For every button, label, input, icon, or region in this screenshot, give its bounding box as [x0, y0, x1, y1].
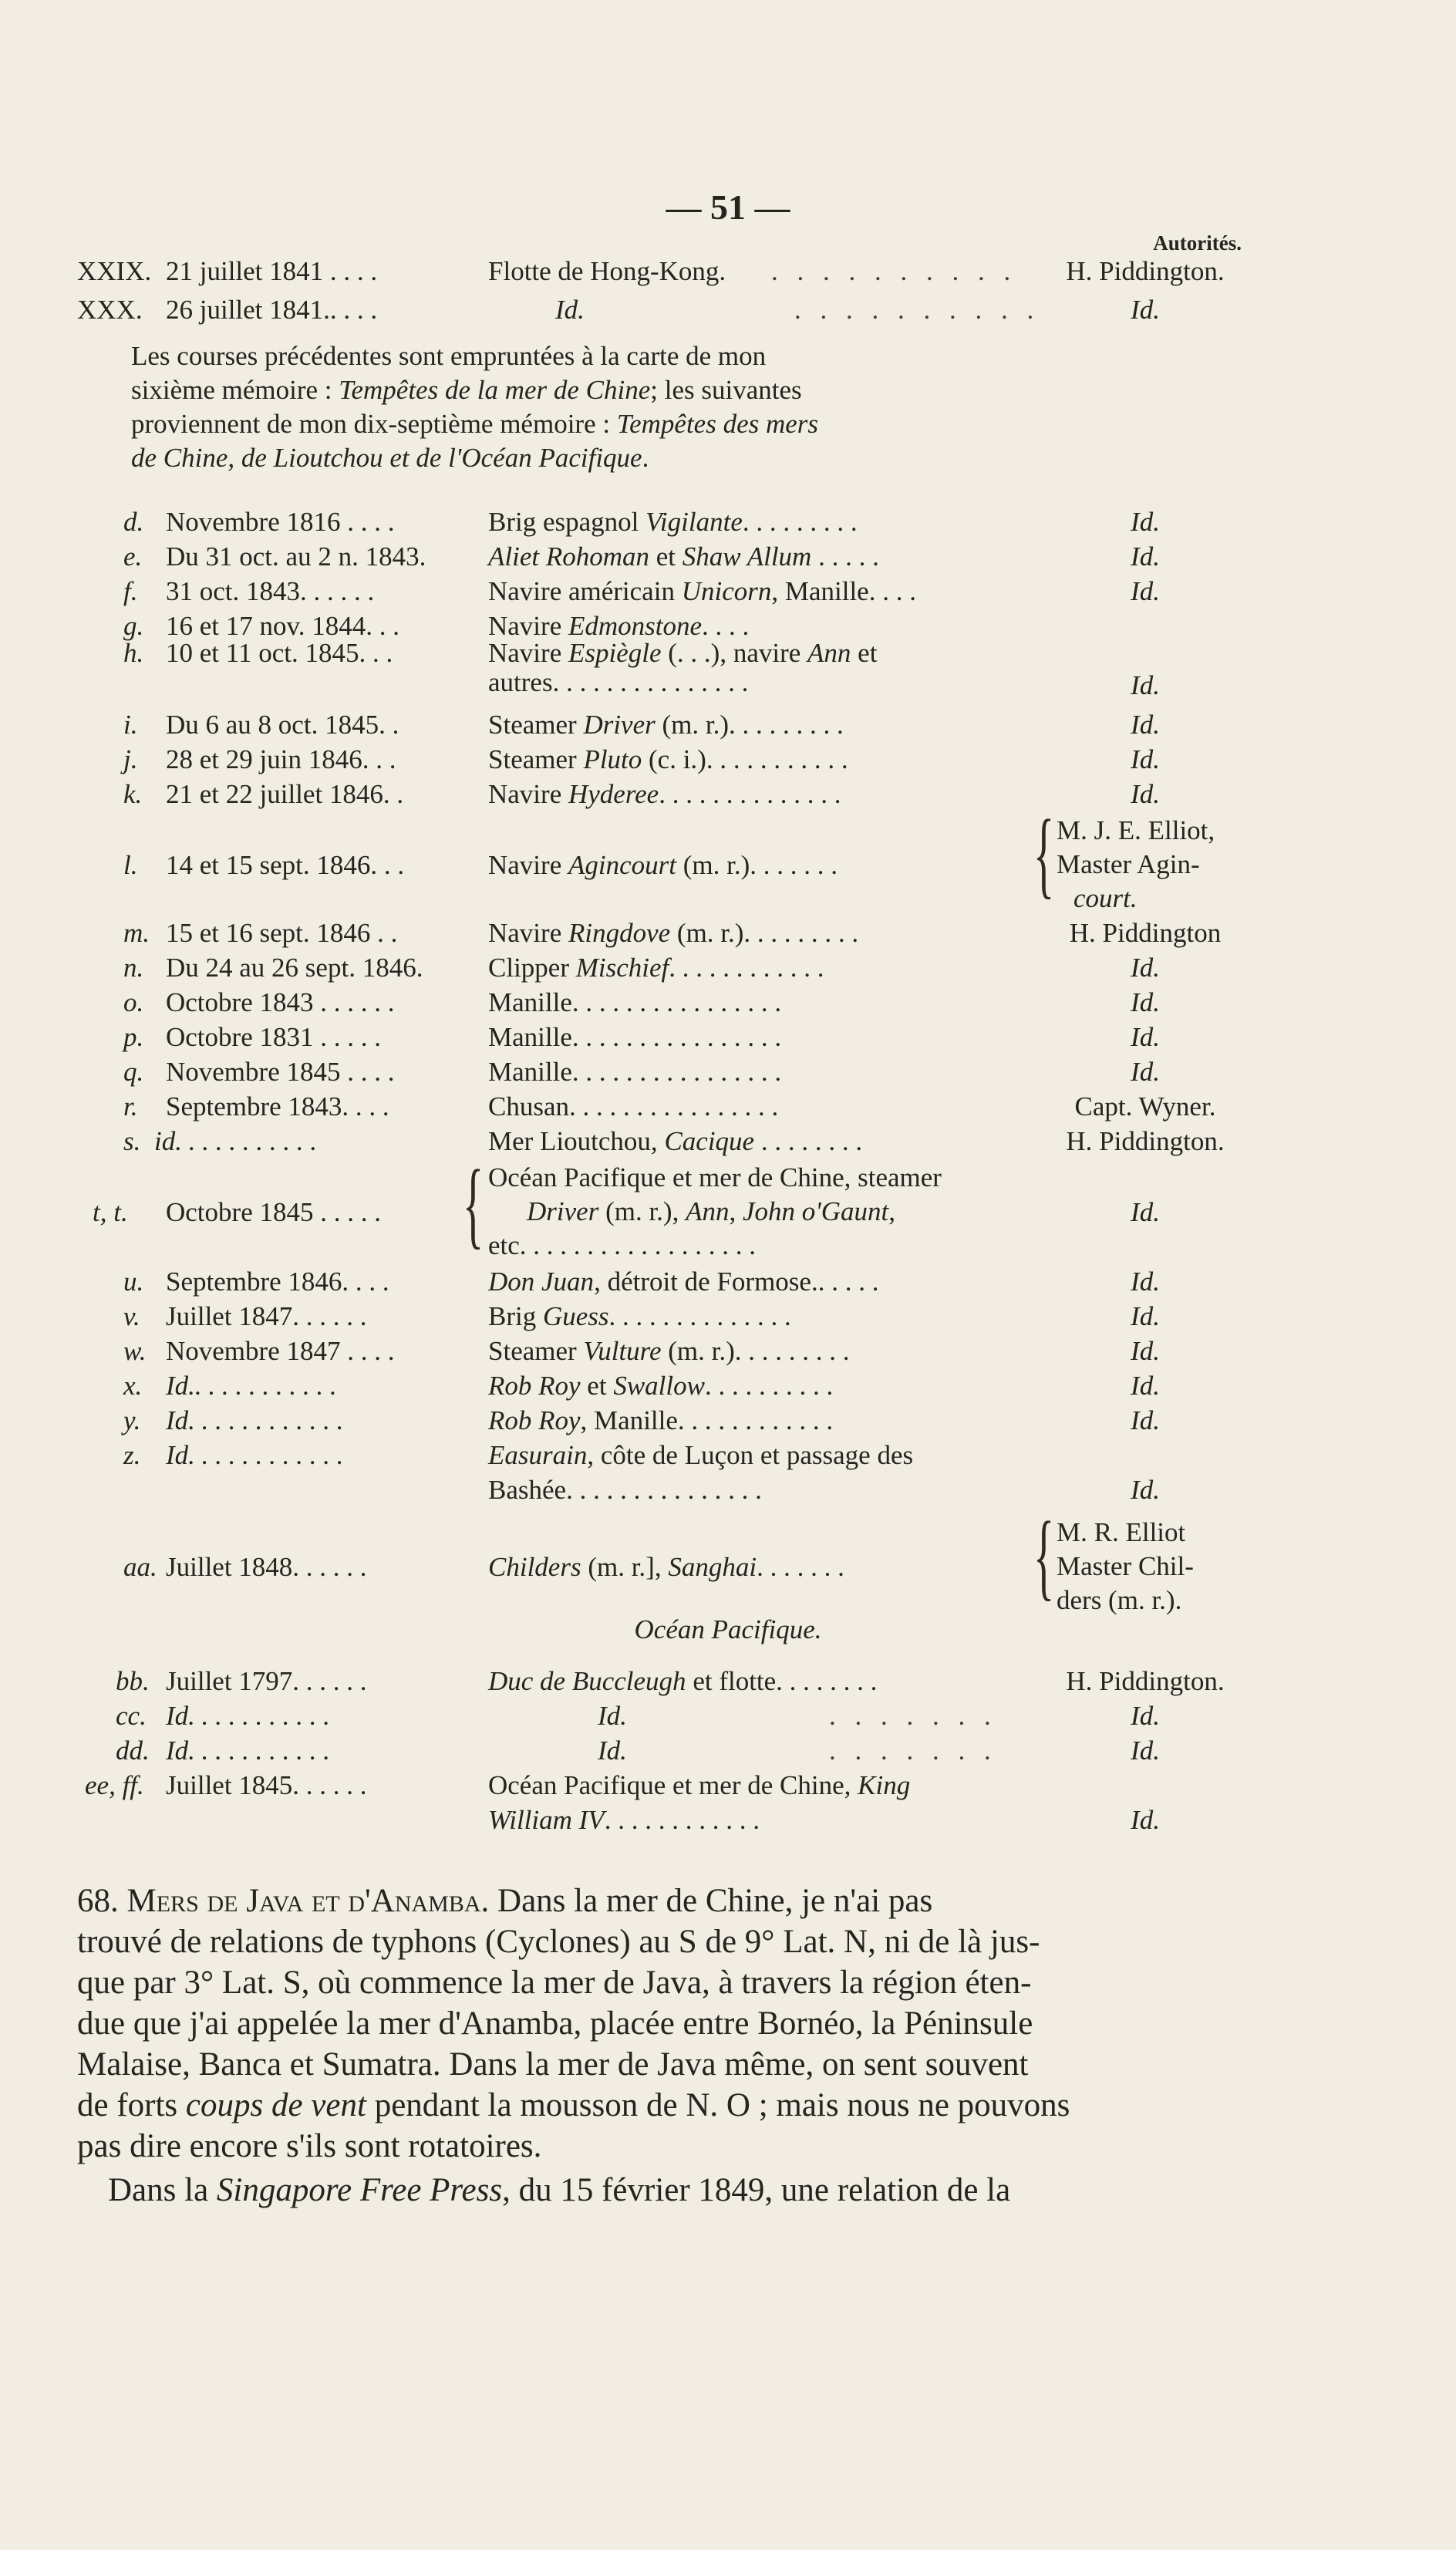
section-number: 68.	[77, 1883, 119, 1919]
entry-date: 21 et 22 juillet 1846. .	[166, 779, 404, 809]
entry-authority: Id.	[1131, 987, 1160, 1017]
entry-date: Octobre 1845 . . . . .	[166, 1197, 381, 1227]
entry-date: Id.. . . . . . . . . . .	[166, 1371, 337, 1401]
entry-key: g.	[123, 611, 144, 641]
entry-key: aa.	[123, 1552, 157, 1582]
entry-key: l.	[123, 850, 138, 880]
entry-key: t, t.	[93, 1197, 128, 1227]
entry-date: Id. . . . . . . . . . .	[166, 1735, 330, 1766]
entry-desc: Manille. . . . . . . . . . . . . . . .	[488, 987, 782, 1017]
entry-date: Id. . . . . . . . . . .	[166, 1701, 330, 1731]
entry-key: v.	[123, 1301, 140, 1331]
intro-line: Les courses précédentes sont empruntées à la carte de mon	[131, 341, 767, 371]
intro-paragraph	[131, 339, 1195, 475]
intro-line: de Chine, de Lioutchou et de l'Océan Pacifique.	[131, 443, 649, 473]
body-line: de forts coups de vent pendant la mousson de N. O ; mais nous ne pouvons	[77, 2087, 1070, 2123]
entry-key: ee, ff.	[85, 1770, 144, 1800]
entry-authority: Id.	[1131, 1405, 1160, 1435]
entry-date: Id. . . . . . . . . . . .	[166, 1405, 344, 1435]
entry-authority: Id.	[1131, 1805, 1160, 1835]
entry-desc: Childers (m. r.], Sanghai. . . . . . .	[488, 1552, 844, 1582]
entry-key: o.	[123, 987, 144, 1017]
entry-authority: Id.	[1131, 1267, 1160, 1297]
entry-date: Juillet 1847. . . . . .	[166, 1301, 367, 1331]
entry-date: Septembre 1843. . . .	[166, 1091, 389, 1122]
body-paragraph	[77, 1880, 1257, 2211]
entry-authority: Id.	[1131, 670, 1160, 700]
entry-authority: Id.	[1131, 1022, 1160, 1052]
entry-desc: Mer Lioutchou, Cacique . . . . . . . .	[488, 1126, 863, 1156]
entry-desc: Navire Agincourt (m. r.). . . . . . .	[488, 850, 838, 880]
entry-desc-cont: autres. . . . . . . . . . . . . . .	[488, 667, 749, 697]
body-line: due que j'ai appelée la mer d'Anamba, placée entre Bornéo, la Péninsule	[77, 2005, 1033, 2042]
entry-authority: Id.	[1131, 1371, 1160, 1401]
entry-desc: Brig Guess. . . . . . . . . . . . . .	[488, 1301, 791, 1331]
entry-key: p.	[123, 1022, 144, 1052]
entry-date: Id. . . . . . . . . . . .	[166, 1440, 344, 1470]
entry-date: Novembre 1816 . . . .	[166, 507, 395, 537]
entry-key: n.	[123, 953, 144, 983]
entry-authority: Id.	[1131, 576, 1160, 606]
entry-desc: Navire Hyderee. . . . . . . . . . . . . .	[488, 779, 841, 809]
entry-desc: Navire Edmonstone. . . .	[488, 611, 750, 641]
intro-line: sixième mémoire : Tempêtes de la mer de Chine; les suivantes	[131, 375, 802, 405]
entry-date: id. . . . . . . . . . .	[154, 1126, 317, 1156]
entry-desc: Navire américain Unicorn, Manille. . . .	[488, 576, 916, 606]
entry-date: 28 et 29 juin 1846. . .	[166, 744, 396, 774]
entry-desc: Océan Pacifique et mer de Chine, King	[488, 1770, 911, 1800]
entry-date: 15 et 16 sept. 1846 . .	[166, 918, 398, 948]
entry-date: 31 oct. 1843. . . . . .	[166, 576, 375, 606]
entry-desc: Rob Roy, Manille. . . . . . . . . . . .	[488, 1405, 834, 1435]
entry-date: 10 et 11 oct. 1845. . .	[166, 638, 393, 668]
entry-key: w.	[123, 1336, 147, 1366]
entry-desc: Manille. . . . . . . . . . . . . . . .	[488, 1022, 782, 1052]
body-line: 68. Mers de Java et d'Anamba. Dans la mer de Chine, je n'ai pas	[77, 1883, 933, 1919]
entry-authority: Id.	[1131, 541, 1160, 572]
entry-desc-cont: William IV. . . . . . . . . . . .	[488, 1805, 760, 1835]
body-line: pas dire encore s'ils sont rotatoires.	[77, 2128, 542, 2164]
entry-key: h.	[123, 638, 144, 668]
entry-key: j.	[123, 744, 138, 774]
entry-authority: H. Piddington	[1069, 918, 1222, 948]
entry-desc: Navire Ringdove (m. r.). . . . . . . . .	[488, 918, 859, 948]
entry-date: Novembre 1847 . . . .	[166, 1336, 395, 1366]
dot-leader: . . . . . . . . . .	[794, 295, 1040, 325]
brace-icon: {	[1033, 801, 1055, 908]
entry-key: s.	[123, 1126, 141, 1156]
entry-authority: H. Piddington.	[1066, 256, 1225, 286]
entry-key: e.	[123, 541, 143, 572]
entry-date: 16 et 17 nov. 1844. . .	[166, 611, 399, 641]
entry-key: m.	[123, 918, 150, 948]
body-line: Dans la Singapore Free Press, du 15 février 1849, une relation de la	[108, 2172, 1011, 2208]
dot-leader: . . . . . . .	[829, 1701, 997, 1731]
entry-key: r.	[123, 1091, 138, 1122]
entry-date: Du 24 au 26 sept. 1846.	[166, 953, 423, 983]
entry-authority: H. Piddington.	[1066, 1666, 1225, 1696]
intro-line: proviennent de mon dix-septième mémoire : Tempêtes des mers	[131, 409, 819, 439]
entry-key: dd.	[116, 1735, 150, 1766]
entry-key: bb.	[116, 1666, 150, 1696]
entry-key: x.	[123, 1371, 143, 1401]
entry-date: Octobre 1843 . . . . . .	[166, 987, 395, 1017]
entry-authority: Id.	[1131, 1475, 1160, 1505]
entry-authority: Id.	[1131, 1197, 1160, 1227]
entry-authority: Id.	[1131, 953, 1160, 983]
entry-date: Du 31 oct. au 2 n. 1843.	[166, 541, 426, 572]
entry-desc: Manille. . . . . . . . . . . . . . . .	[488, 1057, 782, 1087]
entry-date: Juillet 1848. . . . . .	[166, 1552, 367, 1582]
entry-key: y.	[123, 1405, 141, 1435]
entry-desc: Chusan. . . . . . . . . . . . . . . .	[488, 1091, 779, 1122]
entry-authority: Id.	[1131, 295, 1160, 325]
entry-date: Octobre 1831 . . . . .	[166, 1022, 381, 1052]
entry-date: Septembre 1846. . . .	[166, 1267, 389, 1297]
body-line: Malaise, Banca et Sumatra. Dans la mer de Java même, on sent souvent	[77, 2046, 1029, 2083]
entry-desc: Flotte de Hong-Kong.	[488, 256, 726, 286]
page-number: — 51 —	[666, 187, 790, 227]
section-heading: Mers de Java et d'Anamba.	[126, 1883, 490, 1919]
section-title: Océan Pacifique.	[634, 1614, 822, 1644]
entry-key: XXIX.	[77, 256, 152, 286]
entry-desc: Aliet Rohoman et Shaw Allum . . . . .	[488, 541, 879, 572]
entry-desc: Don Juan, détroit de Formose.. . . . .	[488, 1267, 879, 1297]
entry-authority: Id.	[1131, 710, 1160, 740]
entry-authority: M. R. Elliot Master Chil- ders (m. r.).	[1057, 1517, 1194, 1615]
entry-desc-cont: Bashée. . . . . . . . . . . . . . .	[488, 1475, 762, 1505]
entry-date: Du 6 au 8 oct. 1845. .	[166, 710, 399, 740]
entry-authority: H. Piddington.	[1066, 1126, 1225, 1156]
entry-key: d.	[123, 507, 144, 537]
body-line: trouvé de relations de typhons (Cyclones) au S de 9° Lat. N, ni de là jus-	[77, 1924, 1040, 1960]
entry-date: 21 juillet 1841 . . . .	[166, 256, 378, 286]
entry-key: k.	[123, 779, 143, 809]
entry-desc: Steamer Vulture (m. r.). . . . . . . . .	[488, 1336, 850, 1366]
entry-authority: Id.	[1131, 744, 1160, 774]
brace-icon: {	[463, 1151, 484, 1258]
autorites-heading: Autorités.	[1153, 231, 1242, 255]
dot-leader: . . . . . . . . . .	[771, 256, 1017, 286]
entry-authority: Id.	[1131, 779, 1160, 809]
entry-desc: Steamer Pluto (c. i.). . . . . . . . . . .	[488, 744, 848, 774]
entry-desc: Id.	[598, 1735, 627, 1766]
body-line: que par 3° Lat. S, où commence la mer de Java, à travers la région éten-	[77, 1965, 1032, 2001]
entry-authority: Capt. Wyner.	[1074, 1091, 1216, 1122]
entry-desc: Navire Espiègle (. . .), navire Ann et	[488, 638, 878, 668]
entry-authority: Id.	[1131, 1701, 1160, 1731]
entry-date: 14 et 15 sept. 1846. . .	[166, 850, 405, 880]
dot-leader: . . . . . . .	[829, 1735, 997, 1766]
entry-key: i.	[123, 710, 138, 740]
entry-authority: M. J. E. Elliot, Master Agin- court.	[1057, 815, 1215, 913]
entry-key: cc.	[116, 1701, 147, 1731]
entry-authority: Id.	[1131, 1057, 1160, 1087]
entry-key: q.	[123, 1057, 144, 1087]
entry-key: XXX.	[77, 295, 143, 325]
entry-desc: Brig espagnol Vigilante. . . . . . . . .	[488, 507, 858, 537]
entry-desc: Océan Pacifique et mer de Chine, steamer Driver (m. r.), Ann, John o'Gaunt, etc. . . . . . . . . . . . . . . . . .	[488, 1162, 942, 1260]
entry-date: Novembre 1845 . . . .	[166, 1057, 395, 1087]
entry-desc: Id.	[598, 1701, 627, 1731]
entry-authority: Id.	[1131, 1301, 1160, 1331]
entry-desc: Rob Roy et Swallow. . . . . . . . . .	[488, 1371, 834, 1401]
entry-key: z.	[123, 1440, 141, 1470]
entry-date: Juillet 1797. . . . . .	[166, 1666, 367, 1696]
entry-authority: Id.	[1131, 1336, 1160, 1366]
entry-desc: Duc de Buccleugh et flotte. . . . . . . .	[488, 1666, 878, 1696]
entry-desc: Clipper Mischief. . . . . . . . . . . .	[488, 953, 824, 983]
entry-key: f.	[123, 576, 138, 606]
entry-authority: Id.	[1131, 1735, 1160, 1766]
entry-desc: Steamer Driver (m. r.). . . . . . . . .	[488, 710, 844, 740]
entry-authority: Id.	[1131, 507, 1160, 537]
entry-key: u.	[123, 1267, 144, 1297]
entry-date: Juillet 1845. . . . . .	[166, 1770, 367, 1800]
brace-icon: {	[1033, 1503, 1055, 1610]
entry-date: 26 juillet 1841.. . . .	[166, 295, 378, 325]
entry-desc: Easurain, côte de Luçon et passage des	[488, 1440, 914, 1470]
entry-desc: Id.	[555, 295, 585, 325]
